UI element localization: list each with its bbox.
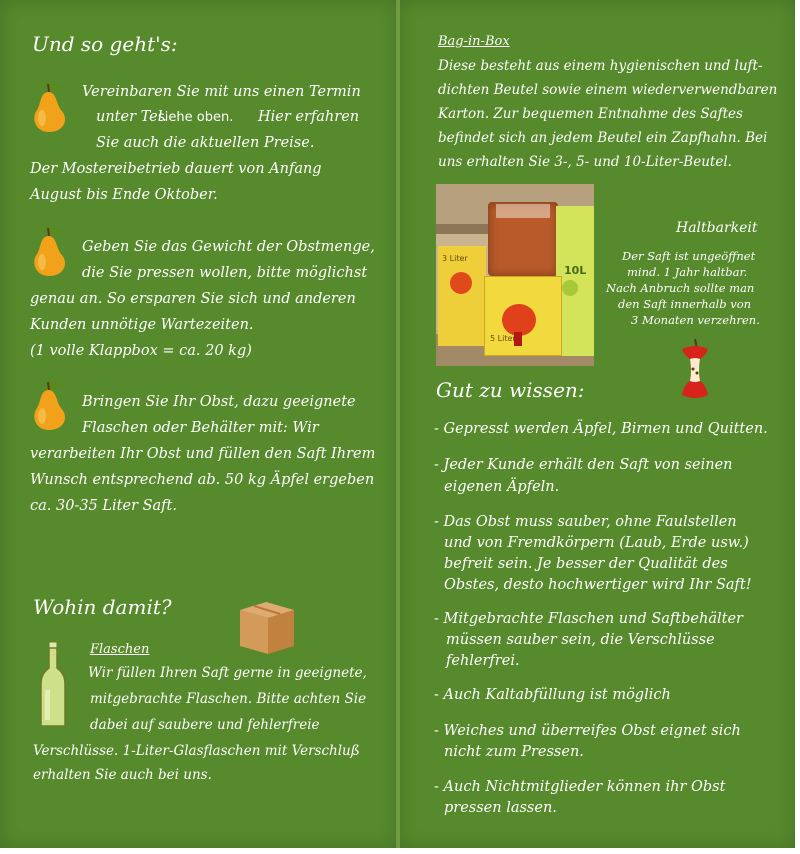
step1-line2: unter Tel. bbox=[96, 109, 167, 125]
bottles-line2: mitgebrachte Flaschen. Bitte achten Sie bbox=[90, 691, 367, 707]
bullet-7-line1: - Auch Nichtmitglieder können ihr Obst bbox=[434, 779, 726, 795]
step3-line4: Wunsch entsprechend ab. 50 kg Äpfel ergeben bbox=[30, 472, 375, 488]
shelf-line4: den Saft innerhalb von bbox=[618, 297, 752, 311]
bottles-title: Flaschen bbox=[90, 642, 150, 657]
bib-line1: Diese besteht aus einem hygienischen und luft- bbox=[438, 58, 763, 74]
bullet-4-line2: müssen sauber sein, die Verschlüsse bbox=[446, 632, 715, 648]
fold-line bbox=[396, 0, 400, 848]
bullet-4-line3: fehlerfrei. bbox=[446, 653, 520, 669]
box-big-label: 10L bbox=[564, 264, 587, 277]
tel-note: siehe oben. bbox=[158, 110, 234, 125]
bullet-6-line1: - Weiches und überreifes Obst eignet sich bbox=[434, 723, 741, 739]
step2-line1: Geben Sie das Gewicht der Obstmenge, bbox=[82, 239, 375, 255]
cardboard-box-icon bbox=[236, 596, 298, 656]
step2-line4: Kunden unnötige Wartezeiten. bbox=[30, 317, 254, 333]
bullet-1-line1: - Gepresst werden Äpfel, Birnen und Quitten. bbox=[434, 421, 768, 437]
bottle-icon bbox=[38, 640, 68, 730]
step1-extra1: Der Mostereibetrieb dauert von Anfang bbox=[30, 161, 322, 177]
shelf-line5: 3 Monaten verzehren. bbox=[631, 313, 760, 327]
shelf-line1: Der Saft ist ungeöffnet bbox=[622, 249, 756, 263]
box-small-label: 3 Liter bbox=[442, 254, 468, 263]
step3-line1: Bringen Sie Ihr Obst, dazu geeignete bbox=[82, 394, 356, 410]
bib-line3: Karton. Zur bequemen Entnahme des Saftes bbox=[438, 106, 743, 122]
heading-where: Wohin damit? bbox=[33, 595, 172, 619]
shelf-line2: mind. 1 Jahr haltbar. bbox=[627, 265, 748, 279]
bullet-3-line2: und von Fremdkörpern (Laub, Erde usw.) bbox=[444, 535, 749, 551]
step3-line2: Flaschen oder Behälter mit: Wir bbox=[82, 420, 319, 436]
bullet-3-line1: - Das Obst muss sauber, ohne Faulstellen bbox=[434, 514, 737, 530]
step3-line5: ca. 30-35 Liter Saft. bbox=[30, 498, 177, 514]
step1-line3: Sie auch die aktuellen Preise. bbox=[96, 135, 315, 151]
step3-line3: verarbeiten Ihr Obst und füllen den Saft Ihrem bbox=[30, 446, 376, 462]
heading-good: Gut zu wissen: bbox=[436, 378, 585, 402]
bullet-3-line3: befreit sein. Je besser der Qualität des bbox=[444, 556, 728, 572]
bib-line2: dichten Beutel sowie einem wiederverwendbaren bbox=[438, 82, 778, 98]
bullet-4-line1: - Mitgebrachte Flaschen und Saftbehälter bbox=[434, 611, 743, 627]
shelf-line3: Nach Anbruch sollte man bbox=[606, 281, 755, 295]
pear-icon bbox=[27, 80, 73, 134]
step1-extra2: August bis Ende Oktober. bbox=[30, 187, 218, 203]
bullet-3-line4: Obstes, desto hochwertiger wird Ihr Saft! bbox=[444, 577, 752, 593]
bullet-5-line1: - Auch Kaltabfüllung ist möglich bbox=[434, 687, 671, 703]
step1-line2b: Hier erfahren bbox=[258, 109, 360, 125]
step2-line3: genau an. So ersparen Sie sich und anderen bbox=[30, 291, 356, 307]
step2-line5: (1 volle Klappbox = ca. 20 kg) bbox=[30, 343, 252, 359]
bullet-2-line1: - Jeder Kunde erhält den Saft von seinen bbox=[434, 457, 733, 473]
step1-line1: Vereinbaren Sie mit uns einen Termin bbox=[82, 84, 361, 100]
bottles-line3: dabei auf saubere und fehlerfreie bbox=[90, 717, 320, 733]
bib-line5: uns erhalten Sie 3-, 5- und 10-Liter-Beutel. bbox=[438, 154, 732, 170]
bag-in-box-photo bbox=[436, 184, 594, 366]
box-mid-label: 5 Liter bbox=[490, 334, 516, 343]
bottles-line4: Verschlüsse. 1-Liter-Glasflaschen mit Verschluß bbox=[33, 743, 360, 759]
bullet-6-line2: nicht zum Pressen. bbox=[444, 744, 584, 760]
shelf-title: Haltbarkeit bbox=[676, 220, 758, 236]
apple-core-icon bbox=[676, 337, 714, 405]
pear-icon bbox=[27, 224, 73, 278]
heading-steps: Und so geht's: bbox=[32, 32, 178, 56]
pear-icon bbox=[27, 378, 73, 432]
bottles-line1: Wir füllen Ihren Saft gerne in geeignete, bbox=[88, 665, 367, 681]
bullet-7-line2: pressen lassen. bbox=[444, 800, 557, 816]
bullet-2-line2: eigenen Äpfeln. bbox=[444, 479, 560, 495]
bib-line4: befindet sich an jedem Beutel ein Zapfhahn. Bei bbox=[438, 130, 768, 146]
step2-line2: die Sie pressen wollen, bitte möglichst bbox=[82, 265, 368, 281]
bib-title: Bag-in-Box bbox=[438, 34, 510, 49]
bottles-line5: erhalten Sie auch bei uns. bbox=[33, 767, 212, 783]
